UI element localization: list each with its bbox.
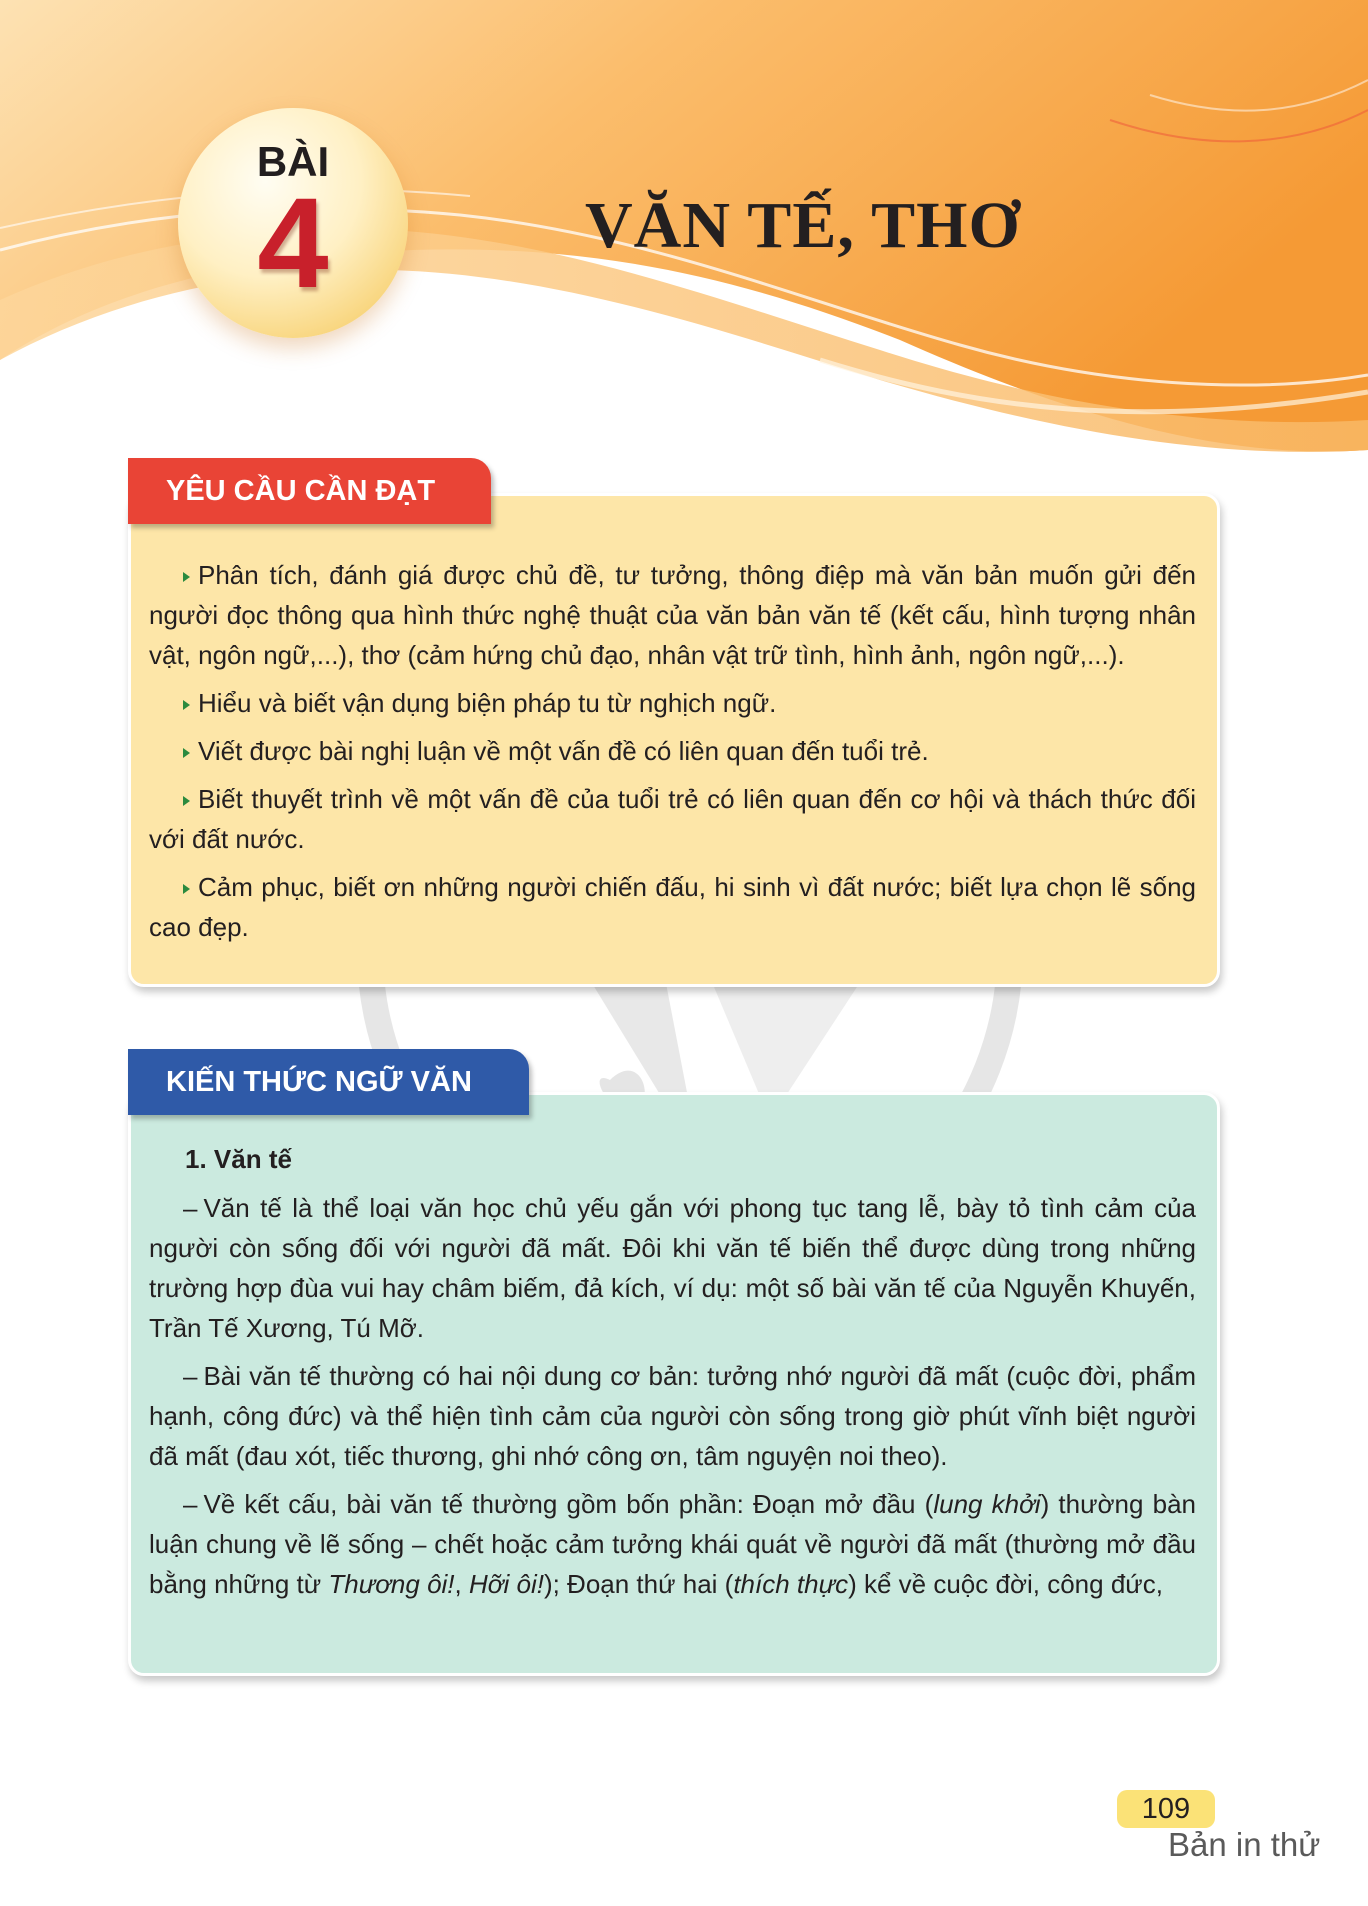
lesson-badge [178, 108, 408, 338]
knowledge-paragraph: – Bài văn tế thường có hai nội dung cơ bản: tưởng nhớ người đã mất (cuộc đời, phẩm hạnh, công đức) và thể hiện tình cảm của người còn sống trong giờ phút vĩnh biệt người đã mất (đau xót, tiếc thương, ghi nhớ công ơn, tâm nguyện noi theo). [149, 1361, 1196, 1471]
print-proof-note: Bản in thử [1168, 1826, 1321, 1863]
bullet-icon [183, 884, 190, 894]
bullet-icon [183, 796, 190, 806]
page-title: VĂN TẾ, THƠ [585, 189, 1021, 262]
requirements-heading: YÊU CẦU CẦN ĐẠT [128, 458, 491, 524]
bullet-icon [183, 748, 190, 758]
bullet-icon [183, 572, 190, 582]
requirements-list [149, 555, 1196, 955]
lesson-number: 4 [257, 172, 329, 315]
requirement-item: Hiểu và biết vận dụng biện pháp tu từ nghịch ngữ. [149, 683, 1196, 723]
page-number: 109 [1117, 1790, 1215, 1828]
section-title: 1. Văn tế [185, 1144, 292, 1174]
lesson-label: BÀI [256, 138, 330, 185]
requirement-item: Cảm phục, biết ơn những người chiến đấu, hi sinh vì đất nước; biết lựa chọn lẽ sống cao đẹp. [149, 872, 1196, 942]
requirement-item: Biết thuyết trình về một vấn đề của tuổi trẻ có liên quan đến cơ hội và thách thức đối với đất nước. [149, 784, 1196, 854]
knowledge-paragraph: – Về kết cấu, bài văn tế thường gồm bốn phần: Đoạn mở đầu (lung khởi) thường bàn luận chung về lẽ sống – chết hoặc cảm tưởng khái quát về người đã mất (thường mở đầu bằng những từ Thương ôi!, Hỡi ôi!); Đoạn thứ hai (thích thực) kể về cuộc đời, công đức, [149, 1489, 1196, 1599]
bullet-icon [183, 700, 190, 710]
knowledge-paragraph: – Văn tế là thể loại văn học chủ yếu gắn với phong tục tang lễ, bày tỏ tình cảm của người còn sống đối với người đã mất. Đôi khi văn tế biến thể được dùng trong những trường hợp đùa vui hay châm biếm, đả kích, ví dụ: một số bài văn tế của Nguyễn Khuyến, Trần Tế Xương, Tú Mỡ. [149, 1193, 1196, 1343]
requirement-item: Phân tích, đánh giá được chủ đề, tư tưởng, thông điệp mà văn bản muốn gửi đến người đọc thông qua hình thức nghệ thuật của văn bản văn tế (kết cấu, hình tượng nhân vật, ngôn ngữ,...), thơ (cảm hứng chủ đạo, nhân vật trữ tình, hình ảnh, ngôn ngữ,...). [149, 560, 1196, 670]
requirement-item: Viết được bài nghị luận về một vấn đề có liên quan đến tuổi trẻ. [149, 731, 1196, 771]
knowledge-content [149, 1140, 1196, 1612]
knowledge-heading: KIẾN THỨC NGỮ VĂN [128, 1049, 529, 1115]
